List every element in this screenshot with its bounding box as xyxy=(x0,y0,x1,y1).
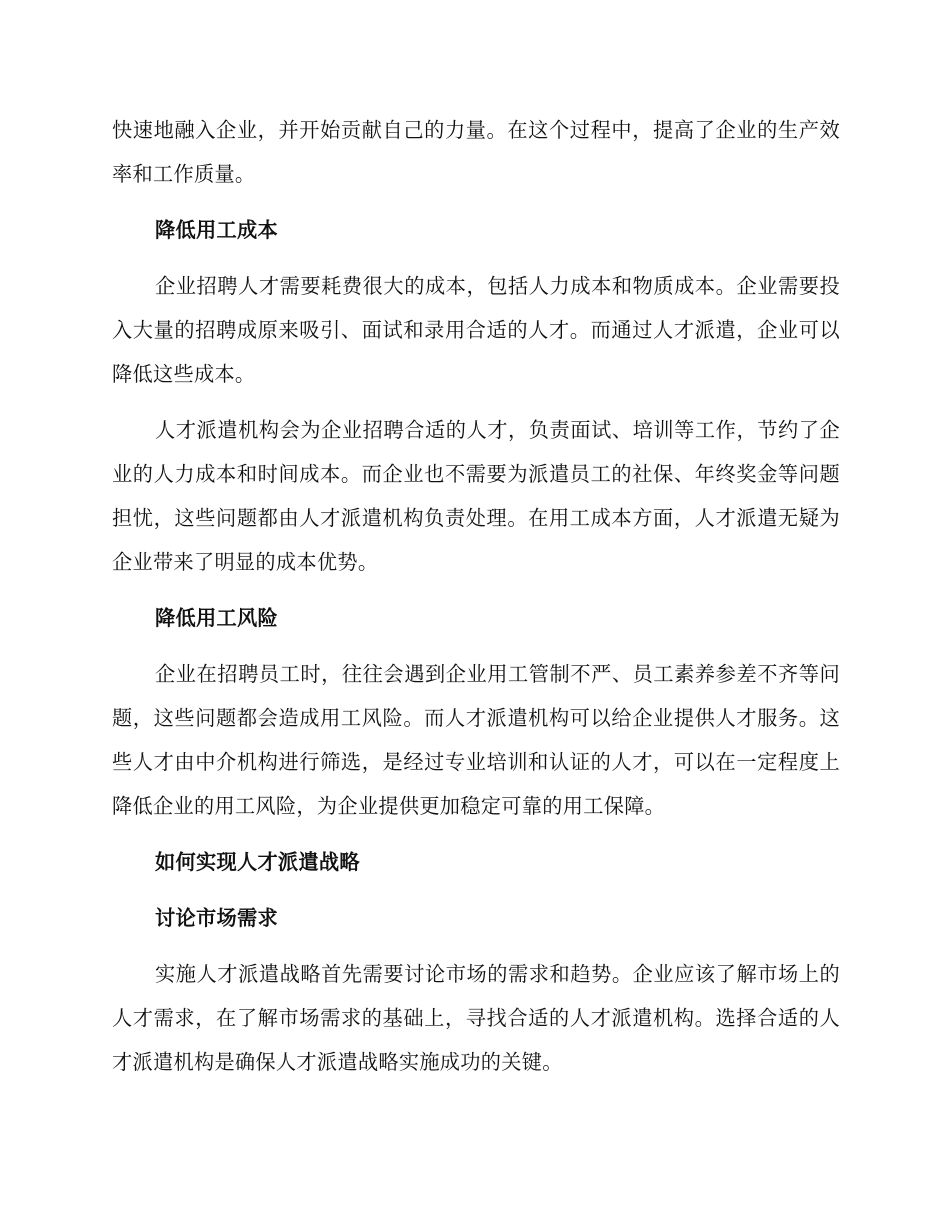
section-heading-implement-strategy: 如何实现人才派遣战略 xyxy=(155,850,360,874)
paragraph-continued: 快速地融入企业，并开始贡献自己的力量。在这个过程中，提高了企业的生产效率和工作质量。 xyxy=(112,118,840,186)
paragraph: 企业招聘人才需要耗费很大的成本，包括人力成本和物质成本。企业需要投入大量的招聘成原来吸引、面试和录用合适的人才。而通过人才派遣，企业可以降低这些成本。 xyxy=(112,274,840,386)
paragraph: 实施人才派遣战略首先需要讨论市场的需求和趋势。企业应该了解市场上的人才需求，在了解市场需求的基础上，寻找合适的人才派遣机构。选择合适的人才派遣机构是确保人才派遣战略实施成功的关键。 xyxy=(112,962,840,1074)
section-heading-reduce-labor-cost: 降低用工成本 xyxy=(155,218,278,242)
paragraph: 人才派遣机构会为企业招聘合适的人才，负责面试、培训等工作，节约了企业的人力成本和时间成本。而企业也不需要为派遣员工的社保、年终奖金等问题担忧，这些问题都由人才派遣机构负责处理。在用工成本方面，人才派遣无疑为企业带来了明显的成本优势。 xyxy=(112,418,840,574)
paragraph: 企业在招聘员工时，往往会遇到企业用工管制不严、员工素养参差不齐等问题，这些问题都会造成用工风险。而人才派遣机构可以给企业提供人才服务。这些人才由中介机构进行筛选，是经过专业培训和认证的人才，可以在一定程度上降低企业的用工风险，为企业提供更加稳定可靠的用工保障。 xyxy=(112,662,840,818)
section-heading-market-demand: 讨论市场需求 xyxy=(155,906,278,930)
section-heading-reduce-labor-risk: 降低用工风险 xyxy=(155,606,278,630)
document-page xyxy=(112,108,840,1084)
